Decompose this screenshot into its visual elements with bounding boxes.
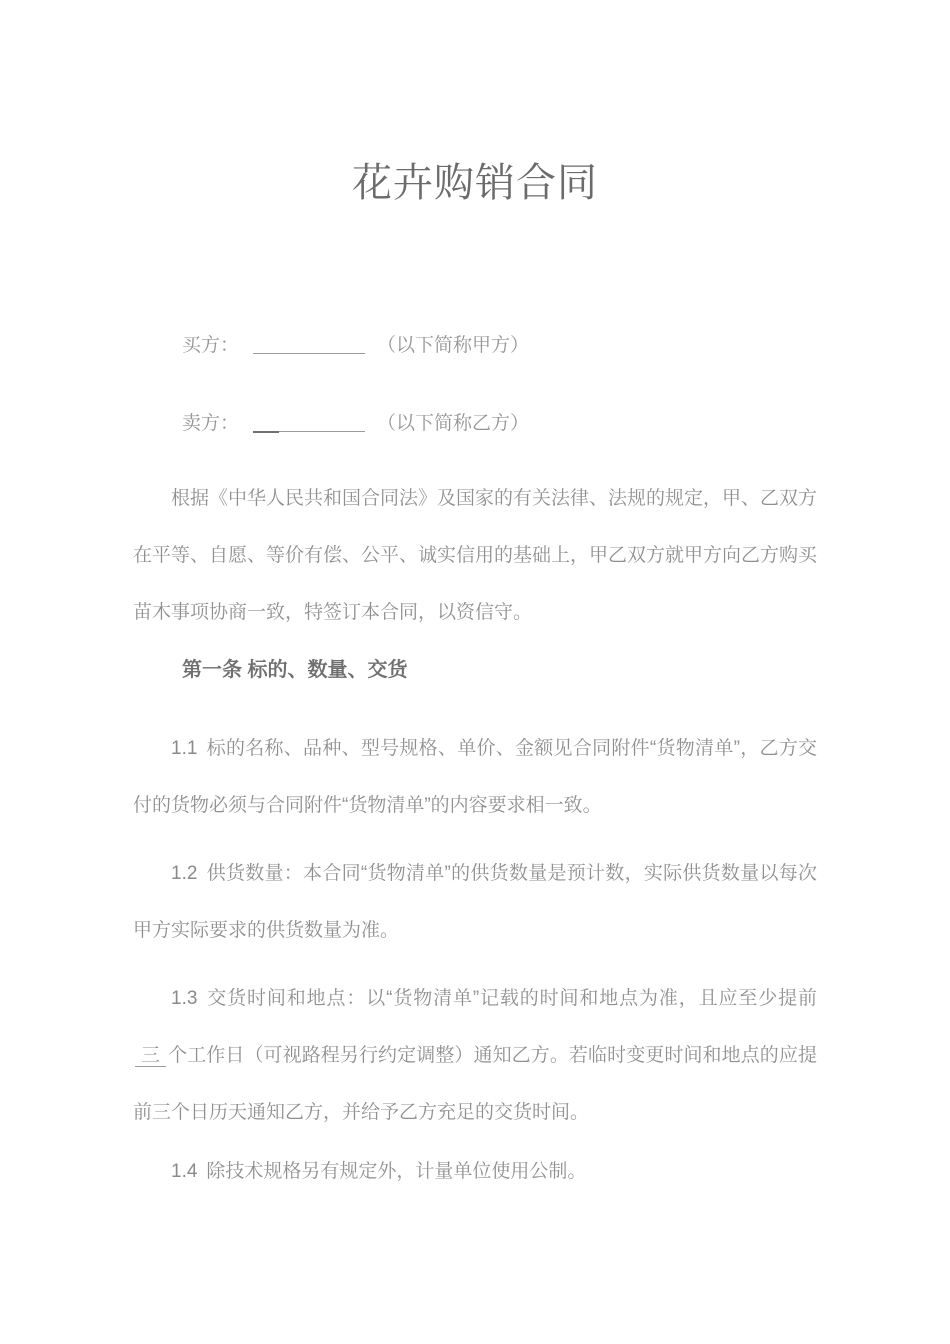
section-1-heading: 第一条 标的、数量、交货 xyxy=(182,659,408,681)
clause-1-2 xyxy=(133,845,817,959)
clause-1-1 xyxy=(133,720,817,834)
clause-text: 供货数量：本合同“货物清单”的供货数量是预计数，实际供货数量以每次甲方实际要求的供货数量为准。 xyxy=(133,863,817,941)
clause-text-before: 交货时间和地点：以“货物清单”记载的时间和地点为准，且应至少提前 xyxy=(206,988,817,1009)
clause-text: 标的名称、品种、型号规格、单价、金额见合同附件“货物清单”，乙方交付的货物必须与合同附件“货物清单”的内容要求相一致。 xyxy=(133,738,817,816)
seller-alias-note: （以下简称乙方） xyxy=(377,413,530,434)
document-title: 花卉购销合同 xyxy=(352,161,598,205)
buyer-label: 买方： xyxy=(182,335,240,356)
delivery-notice-days-blank[interactable]: 三 xyxy=(135,1045,166,1067)
buyer-alias-note: （以下简称甲方） xyxy=(377,335,530,356)
clause-text: 除技术规格另有规定外，计量单位使用公制。 xyxy=(206,1161,587,1182)
seller-label: 卖方： xyxy=(182,413,240,434)
clause-number: 1.3 xyxy=(171,988,198,1009)
blank-ink-mark xyxy=(253,431,279,433)
seller-name-blank[interactable] xyxy=(253,411,365,432)
preamble-paragraph: 根据《中华人民共和国合同法》及国家的有关法律、法规的规定，甲、乙双方在平等、自愿、等价有偿、公平、诚实信用的基础上，甲乙双方就甲方向乙方购买苗木事项协商一致，特签订本合同，以资信守。 xyxy=(133,488,818,623)
clause-number: 1.1 xyxy=(171,738,198,759)
seller-line xyxy=(133,408,817,438)
clause-text-after: 个工作日（可视路程另行约定调整）通知乙方。若临时变更时间和地点的应提前三个日历天通知乙方，并给予乙方充足的交货时间。 xyxy=(133,1045,817,1123)
buyer-name-blank[interactable] xyxy=(253,333,365,354)
clause-1-4 xyxy=(133,1143,817,1200)
buyer-line xyxy=(133,330,817,360)
clause-1-3 xyxy=(133,970,817,1141)
clause-number: 1.4 xyxy=(171,1161,198,1182)
clause-number: 1.2 xyxy=(171,863,198,884)
